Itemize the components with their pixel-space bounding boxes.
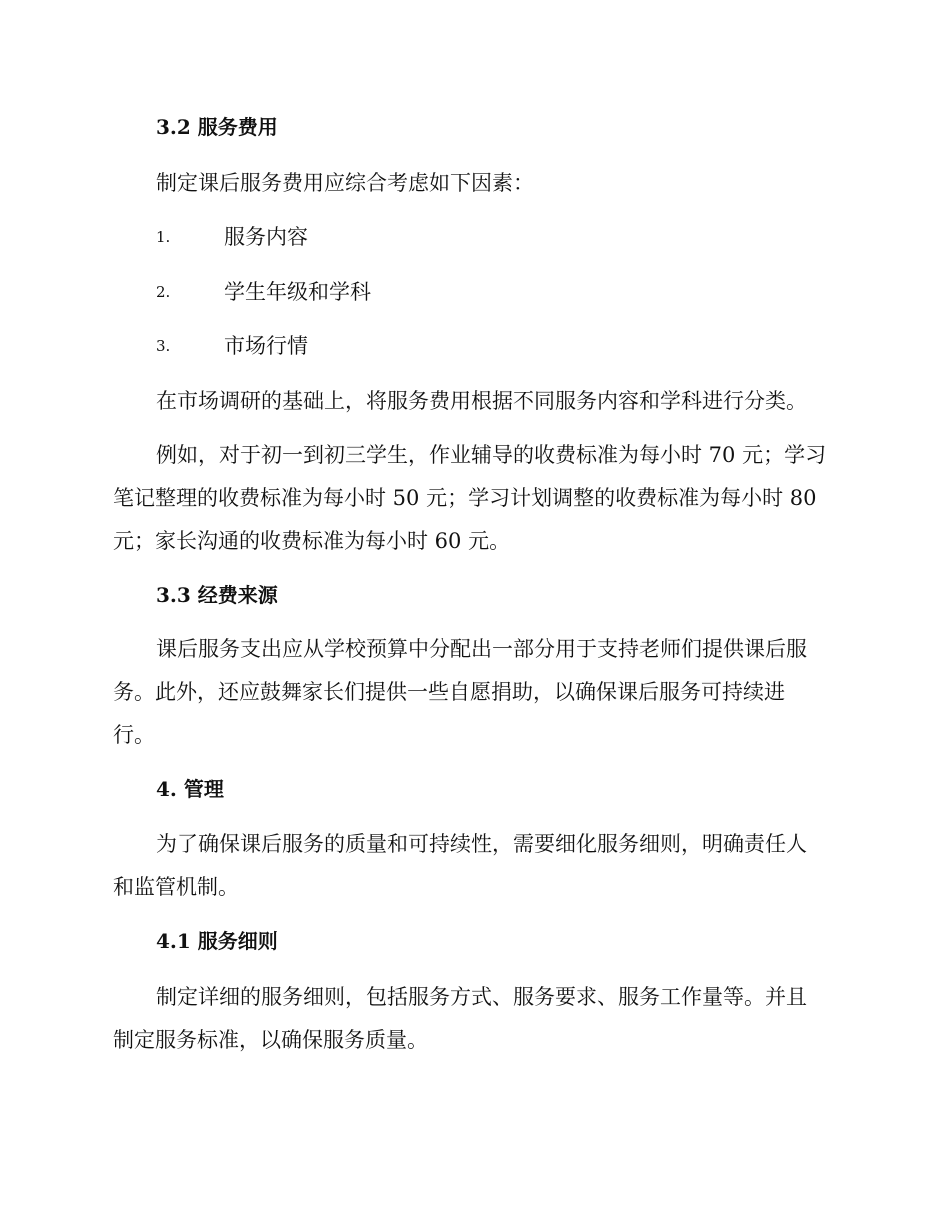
section-3-3-heading: 3.3 经费来源 xyxy=(156,583,278,607)
section-3-3-paragraph-line-1: 课后服务支出应从学校预算中分配出一部分用于支持老师们提供课后服 xyxy=(156,637,807,661)
factor-3-number: 3. xyxy=(156,337,171,355)
factor-1-text: 服务内容 xyxy=(224,225,308,249)
section-4-heading: 4. 管理 xyxy=(156,777,224,801)
section-3-3-paragraph-line-3: 行。 xyxy=(113,723,155,747)
section-3-3-paragraph-line-2: 务。此外，还应鼓舞家长们提供一些自愿捐助，以确保课后服务可持续进 xyxy=(113,680,785,704)
section-4-1-paragraph-line-2: 制定服务标准，以确保服务质量。 xyxy=(113,1028,428,1052)
section-3-2-intro: 制定课后服务费用应综合考虑如下因素： xyxy=(156,171,534,195)
section-3-2-paragraph-2-line-3: 元；家长沟通的收费标准为每小时 60 元。 xyxy=(113,529,511,553)
factor-3-text: 市场行情 xyxy=(224,334,308,358)
section-3-2-paragraph-2-line-2: 笔记整理的收费标准为每小时 50 元；学习计划调整的收费标准为每小时 80 xyxy=(113,486,817,510)
section-4-paragraph-line-1: 为了确保课后服务的质量和可持续性，需要细化服务细则，明确责任人 xyxy=(156,832,807,856)
section-4-1-heading: 4.1 服务细则 xyxy=(156,929,278,953)
section-3-2-paragraph-1: 在市场调研的基础上，将服务费用根据不同服务内容和学科进行分类。 xyxy=(156,389,807,413)
factor-2-text: 学生年级和学科 xyxy=(224,280,371,304)
section-4-paragraph-line-2: 和监管机制。 xyxy=(113,875,239,899)
section-3-2-paragraph-2-line-1: 例如，对于初一到初三学生，作业辅导的收费标准为每小时 70 元；学习 xyxy=(156,443,827,467)
factor-1-number: 1. xyxy=(156,228,171,246)
factor-2-number: 2. xyxy=(156,283,171,301)
section-4-1-paragraph-line-1: 制定详细的服务细则，包括服务方式、服务要求、服务工作量等。并且 xyxy=(156,985,807,1009)
section-3-2-heading: 3.2 服务费用 xyxy=(156,115,278,139)
